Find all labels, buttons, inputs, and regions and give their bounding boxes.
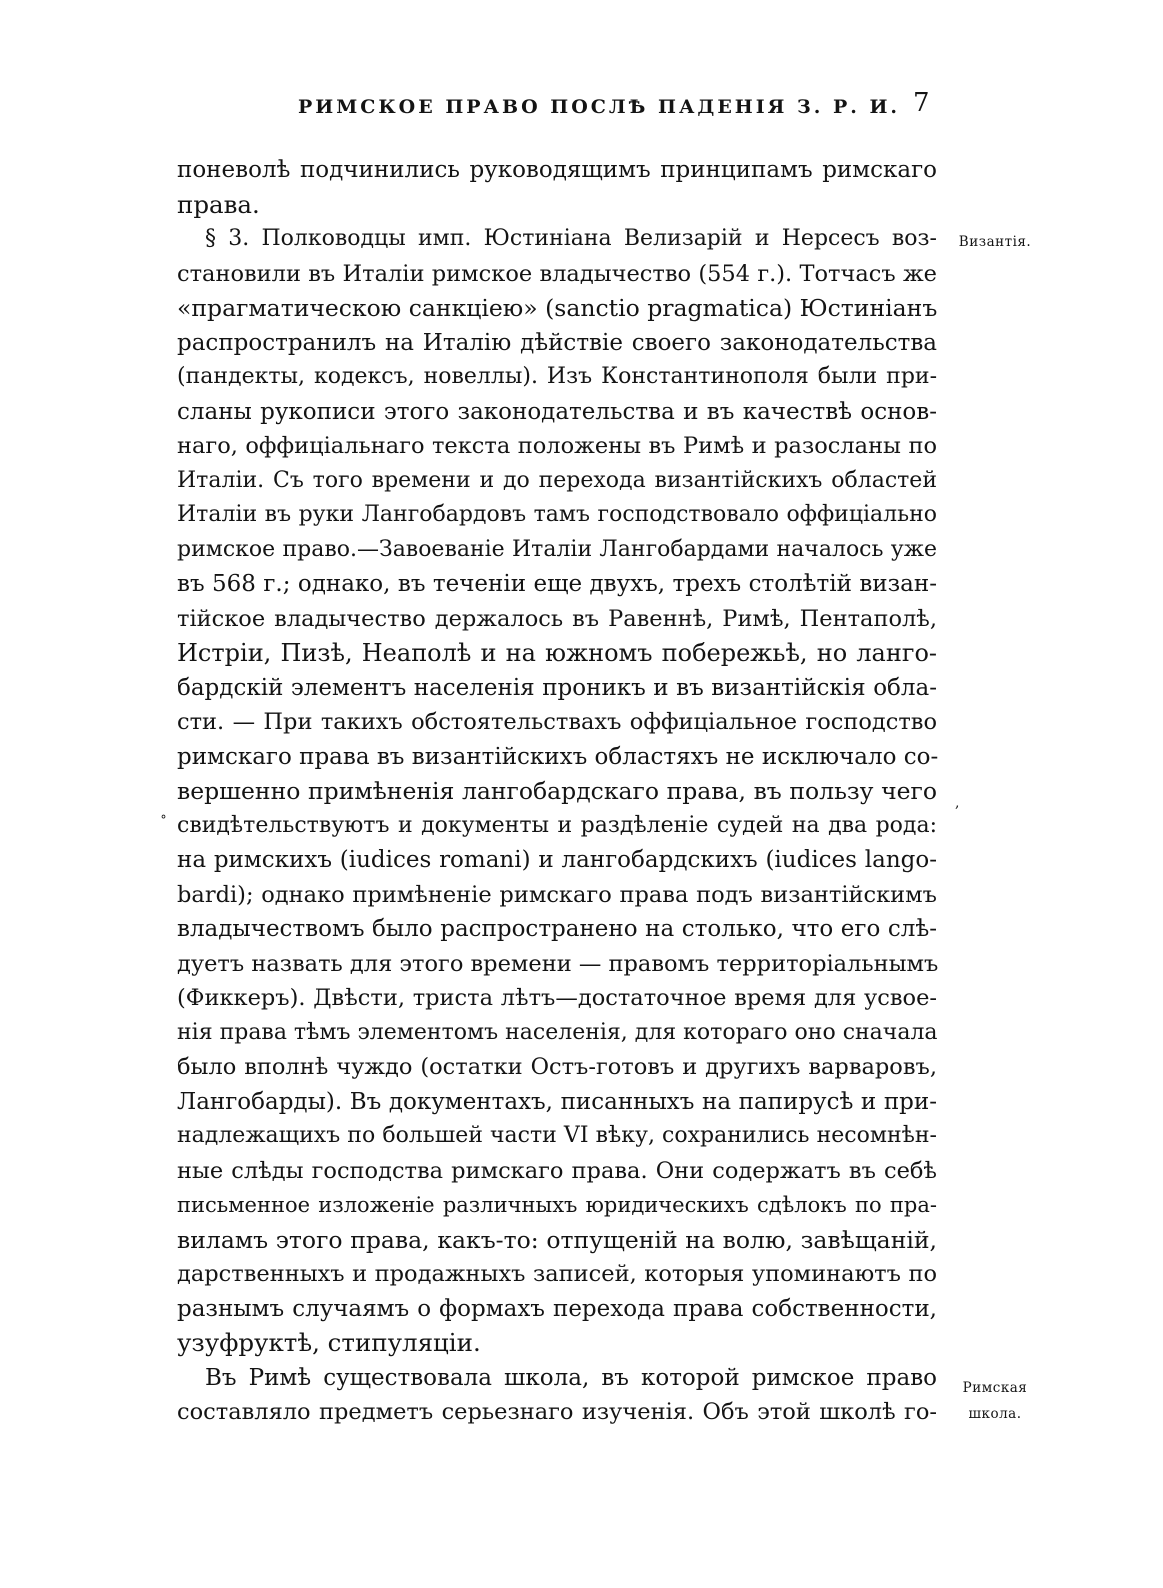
text-line: § 3. Полководцы имп. Юстиніана Велизарій и Нерсесъ воз- <box>205 226 937 251</box>
text-line: дуетъ назвать для этого времени — правомъ территоріальнымъ <box>177 950 939 977</box>
text-line: Италіи. Съ того времени и до перехода византійскихъ областей <box>177 467 937 493</box>
text-line: владычествомъ было распространено на столько, что его слѣ- <box>177 916 937 942</box>
text-line: сти. — При такихъ обстоятельствахъ оффиціальное господство <box>177 709 937 735</box>
ink-speck-left: ˚ <box>160 815 167 831</box>
text-line: ные слѣды господства римскаго права. Они содержатъ въ себѣ <box>177 1157 937 1184</box>
text-line: вершенно примѣненія лангобардскаго права, въ пользу чего <box>177 777 937 805</box>
text-line: письменное изложеніе различныхъ юридическихъ сдѣлокъ по пра- <box>177 1193 937 1217</box>
text-line: права. <box>177 189 260 219</box>
text-line: Въ Римѣ существовала школа, въ которой римское право <box>205 1364 937 1391</box>
text-line: въ 568 г.; однако, въ теченіи еще двухъ, трехъ столѣтій визан- <box>177 571 937 597</box>
text-line: становили въ Италіи римское владычество (554 г.). Тотчасъ же <box>177 260 937 287</box>
page-number: 7 <box>913 88 930 118</box>
text-line: Лангобарды). Въ документахъ, писанныхъ на папирусѣ и при- <box>177 1088 937 1115</box>
body-text <box>177 153 937 1430</box>
running-title: РИМСКОЕ ПРАВО ПОСЛѢ ПАДЕНІЯ З. Р. И. <box>298 96 901 118</box>
margin-note-byzantium: Византія. <box>958 234 1032 250</box>
text-line: поневолѣ подчинились руководящимъ принципамъ римскаго <box>177 157 937 183</box>
text-line: свидѣтельствуютъ и документы и раздѣленіе судей на два рода: <box>177 812 937 838</box>
text-line: виламъ этого права, какъ-то: отпущеній на волю, завѣщаній, <box>177 1225 937 1254</box>
text-line: римское право.—Завоеваніе Италіи Лангобардами началось уже <box>177 536 937 562</box>
margin-note-roman-school-1: Римская <box>962 1380 1028 1396</box>
text-line: Истріи, Пизѣ, Неаполѣ и на южномъ побережьѣ, но ланго- <box>177 639 937 667</box>
text-line: составляло предметъ серьезнаго изученія. Объ этой школѣ го- <box>177 1399 937 1425</box>
text-line: распространилъ на Италію дѣйствіе своего законодательства <box>177 329 937 356</box>
text-line: бардскій элементъ населенія проникъ и въ византійскія обла- <box>177 674 937 701</box>
text-line: Италіи въ руки Лангобардовъ тамъ господствовало оффиціально <box>177 502 937 527</box>
text-line: узуфруктѣ, стипуляціи. <box>177 1328 481 1357</box>
text-line: дарственныхъ и продажныхъ записей, которыя упоминаютъ по <box>177 1261 937 1287</box>
ink-speck-right: , <box>955 795 960 811</box>
text-line: «прагматическою санкціею» (sanctio pragmatica) Юстиніанъ <box>177 294 938 322</box>
text-line: было вполнѣ чуждо (остатки Остъ-готовъ и другихъ варваровъ, <box>177 1054 937 1080</box>
text-line: (пандекты, кодексъ, новеллы). Изъ Константинополя были при- <box>177 364 937 389</box>
text-line: нія права тѣмъ элементомъ населенія, для котораго оно сначала <box>177 1019 938 1045</box>
text-line: на римскихъ (iudices romani) и лангобардскихъ (iudices lango- <box>177 847 937 873</box>
text-line: надлежащихъ по большей части VI вѣку, сохранились несомнѣн- <box>177 1123 937 1148</box>
text-line: bardi); однако примѣненіе римскаго права подъ византійскимъ <box>177 881 937 908</box>
text-line: наго, оффиціальнаго текста положены въ Римѣ и разосланы по <box>177 433 937 459</box>
text-line: разнымъ случаямъ о формахъ перехода права собственности, <box>177 1295 937 1322</box>
margin-note-roman-school-2: школа. <box>968 1406 1022 1422</box>
text-line: (Фиккеръ). Двѣсти, триста лѣтъ—достаточное время для усвое- <box>177 985 937 1011</box>
text-line: сланы рукописи этого законодательства и въ качествѣ основ- <box>177 398 937 425</box>
text-line: римскаго права въ византійскихъ областяхъ не исключало со- <box>177 743 939 770</box>
text-line: тійское владычество держалось въ Равеннѣ, Римѣ, Пентаполѣ, <box>177 605 937 632</box>
